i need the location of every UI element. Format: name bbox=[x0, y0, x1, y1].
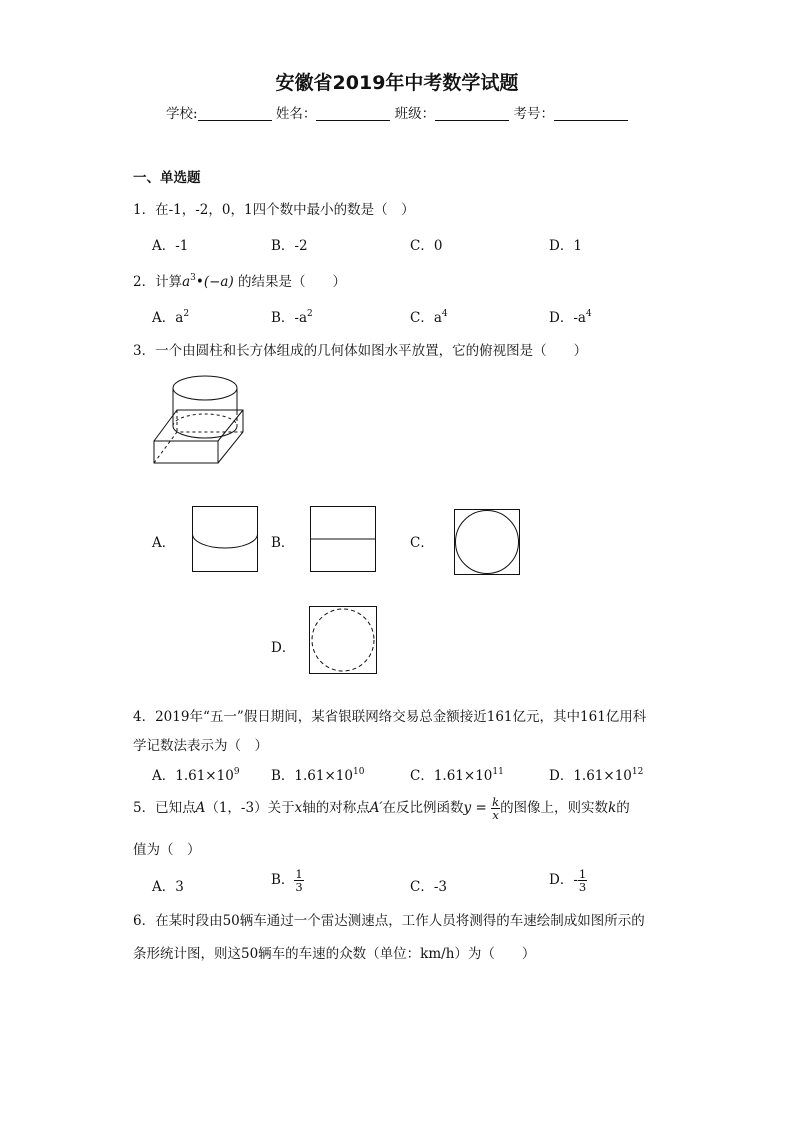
q3-option-c-label: C． bbox=[410, 535, 434, 551]
q2-a-exp: 2 bbox=[183, 309, 190, 319]
q2-option-c bbox=[410, 306, 448, 326]
q5-fn-den: x bbox=[492, 808, 499, 822]
q2-expr-rest: •(−a) bbox=[195, 274, 234, 290]
q2-option-d bbox=[549, 306, 592, 326]
q5-b-den: 3 bbox=[295, 880, 303, 894]
q2-suffix: 的结果是（ ） bbox=[233, 274, 347, 290]
q3-option-d-label: D． bbox=[271, 640, 296, 656]
q2-d-exp: 4 bbox=[585, 309, 592, 319]
q5-b-num: 1 bbox=[295, 867, 303, 881]
school-blank[interactable] bbox=[198, 106, 272, 121]
q2-d-label: D．-a bbox=[549, 310, 586, 326]
q4-option-c bbox=[410, 764, 504, 784]
q5-part5: 的图像上，则实数 bbox=[500, 800, 609, 816]
q4-b-exp: 10 bbox=[352, 767, 365, 777]
q4-d-base: D．1.61×10 bbox=[549, 768, 632, 784]
q5-b-label: B． bbox=[271, 872, 295, 888]
q5-option-d bbox=[549, 868, 587, 893]
student-info-fields bbox=[0, 102, 794, 122]
q5-k: k bbox=[608, 800, 617, 816]
q5-part6: 的 bbox=[616, 800, 630, 816]
q5-x-axis: x bbox=[294, 800, 303, 816]
q2-c-label: C．a bbox=[410, 310, 442, 326]
q5-part3: 轴的对称点 bbox=[302, 800, 370, 816]
q3-option-b-label: B． bbox=[271, 535, 295, 551]
exam-no-blank[interactable] bbox=[554, 106, 628, 121]
name-label: 姓名： bbox=[275, 106, 317, 122]
q5-fn-fraction bbox=[491, 796, 500, 821]
q4-option-a bbox=[152, 764, 240, 784]
q4-c-base: C．1.61×10 bbox=[410, 768, 493, 784]
section-heading: 一、单选题 bbox=[133, 170, 201, 186]
q2-expr-base: a bbox=[182, 274, 191, 290]
school-label: 学校: bbox=[166, 106, 198, 122]
name-blank[interactable] bbox=[316, 106, 390, 121]
q3-option-a-figure bbox=[192, 506, 258, 572]
q5-option-c: C．-3 bbox=[410, 879, 447, 895]
q5-d-den: 3 bbox=[578, 880, 587, 894]
q5-point-a-prime: A′ bbox=[369, 800, 383, 816]
class-label: 班级： bbox=[394, 106, 436, 122]
q2-prefix: 2．计算 bbox=[133, 274, 183, 290]
question-6-line-1: 6．在某时段由50辆车通过一个雷达测速点，工作人员将测得的车速绘制成如图所示的 bbox=[133, 913, 645, 929]
q1-option-a: A．-1 bbox=[152, 238, 189, 254]
cylinder-cuboid-figure bbox=[150, 368, 250, 468]
question-4-line-1: 4．2019年“五一”假日期间，某省银联网络交易总金额接近161亿元，其中161亿用科 bbox=[133, 709, 647, 725]
page-title: 安徽省2019年中考数学试题 bbox=[275, 72, 519, 94]
question-1-text: 1．在-1，-2，0，1四个数中最小的数是（ ） bbox=[133, 202, 415, 218]
q4-d-exp: 12 bbox=[631, 767, 644, 777]
q2-c-exp: 4 bbox=[441, 309, 448, 319]
q3-option-b-figure bbox=[310, 506, 376, 572]
q2-a-label: A．a bbox=[152, 310, 184, 326]
q5-d-label: D．- bbox=[549, 872, 578, 888]
q2-option-a bbox=[152, 306, 189, 326]
question-4-line-2: 学记数法表示为（ ） bbox=[133, 738, 268, 754]
q5-d-fraction bbox=[578, 868, 587, 893]
q5-b-fraction bbox=[294, 868, 303, 893]
q4-c-exp: 11 bbox=[492, 767, 504, 777]
question-2-text bbox=[133, 270, 346, 290]
q5-d-num: 1 bbox=[578, 867, 587, 881]
q5-option-b bbox=[271, 868, 304, 893]
q2-b-label: B．-a bbox=[271, 310, 308, 326]
q4-option-d bbox=[549, 764, 643, 784]
q4-a-exp: 9 bbox=[233, 767, 240, 777]
q5-part4: 在反比例函数 bbox=[382, 800, 464, 816]
q4-b-base: B．1.61×10 bbox=[271, 768, 353, 784]
q2-option-b bbox=[271, 306, 313, 326]
q5-part1: 5．已知点 bbox=[133, 800, 196, 816]
q5-option-a: A．3 bbox=[152, 879, 184, 895]
question-5-line-2: 值为（ ） bbox=[133, 842, 201, 858]
q3-option-d-figure bbox=[309, 606, 377, 674]
q1-option-d: D．1 bbox=[549, 238, 582, 254]
q5-point-a: A bbox=[195, 800, 206, 816]
q3-option-c-figure bbox=[454, 509, 520, 575]
q5-fn-y: y bbox=[463, 800, 472, 816]
q3-option-a-label: A． bbox=[152, 535, 176, 551]
q4-option-b bbox=[271, 764, 364, 784]
question-6-line-2: 条形统计图，则这50辆车的车速的众数（单位：km/h）为（ ） bbox=[133, 946, 536, 962]
class-blank[interactable] bbox=[435, 106, 509, 121]
q5-part2: （1，-3）关于 bbox=[205, 800, 295, 816]
q1-option-c: C．0 bbox=[410, 238, 443, 254]
q2-expr-exp: 3 bbox=[190, 273, 196, 283]
exam-no-label: 考号： bbox=[513, 106, 554, 122]
q4-a-base: A．1.61×10 bbox=[152, 768, 234, 784]
q5-fn-num: k bbox=[492, 795, 500, 809]
q2-b-exp: 2 bbox=[307, 309, 313, 319]
question-5-line-1 bbox=[133, 796, 630, 821]
question-3-text: 3．一个由圆柱和长方体组成的几何体如图水平放置，它的俯视图是（ ） bbox=[133, 343, 588, 359]
q1-option-b: B．-2 bbox=[271, 238, 308, 254]
q5-fn-eq: = bbox=[471, 800, 492, 816]
